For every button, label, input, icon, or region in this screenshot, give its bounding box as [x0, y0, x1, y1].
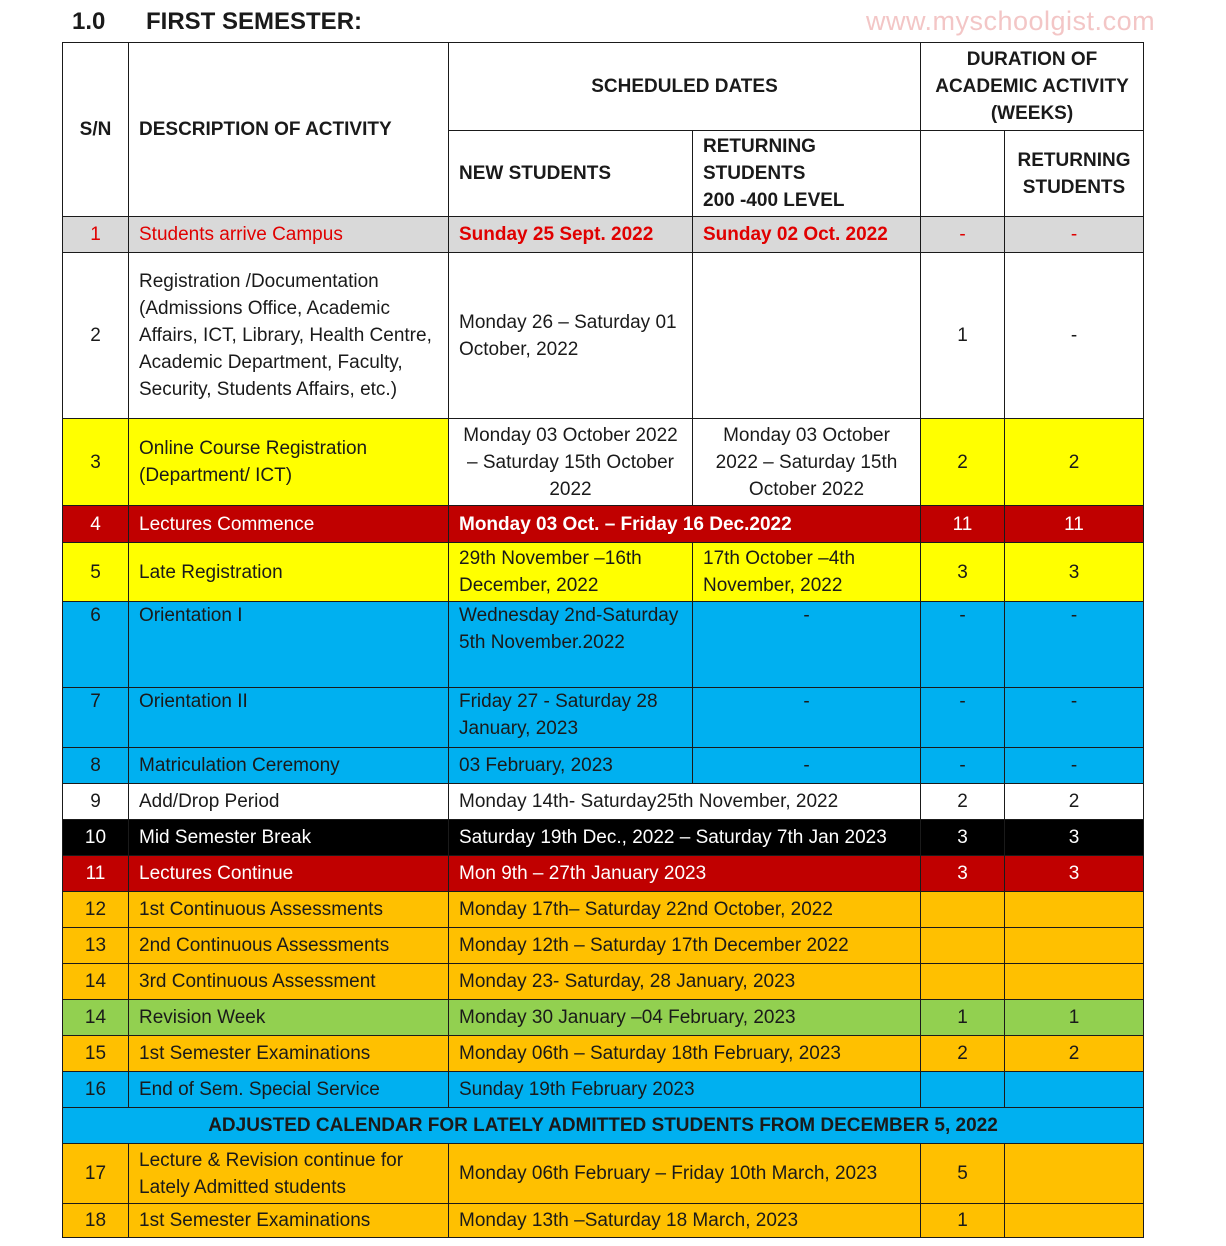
row-description: Online Course Registration (Department/ ICT): [129, 419, 449, 506]
row-weeks-new: 1: [921, 253, 1005, 419]
row-sn: 10: [63, 820, 129, 856]
header-row: [63, 43, 1144, 131]
table-row: [63, 856, 1144, 892]
row-weeks-new: 3: [921, 820, 1005, 856]
header-description: DESCRIPTION OF ACTIVITY: [129, 43, 449, 217]
table-row: [63, 1072, 1144, 1108]
row-sn: 18: [63, 1204, 129, 1238]
watermark: www.myschoolgist.com: [866, 6, 1156, 36]
row-weeks-returning: 2: [1005, 419, 1144, 506]
row-weeks-new: 5: [921, 1144, 1005, 1204]
table-row: [63, 253, 1144, 419]
row-weeks-returning: -: [1005, 602, 1144, 688]
row-description: Lecture & Revision continue for Lately Admitted students: [129, 1144, 449, 1204]
row-dates: Monday 12th – Saturday 17th December 2022: [449, 928, 921, 964]
header-sn: S/N: [63, 43, 129, 217]
row-weeks-returning: [1005, 928, 1144, 964]
row-returning-students-date: -: [693, 748, 921, 784]
row-sn: 1: [63, 217, 129, 253]
row-sn: 5: [63, 543, 129, 602]
row-dates: Saturday 19th Dec., 2022 – Saturday 7th Jan 2023: [449, 820, 921, 856]
row-dates: Monday 17th– Saturday 22nd October, 2022: [449, 892, 921, 928]
row-weeks-new: 1: [921, 1000, 1005, 1036]
row-description: Matriculation Ceremony: [129, 748, 449, 784]
row-weeks-new: [921, 928, 1005, 964]
adjusted-calendar-banner: ADJUSTED CALENDAR FOR LATELY ADMITTED STUDENTS FROM DECEMBER 5, 2022: [63, 1108, 1144, 1144]
table-row: [63, 419, 1144, 506]
row-weeks-returning: [1005, 1204, 1144, 1238]
table-row: [63, 928, 1144, 964]
row-weeks-returning: -: [1005, 217, 1144, 253]
row-description: 1st Semester Examinations: [129, 1204, 449, 1238]
row-weeks-returning: 3: [1005, 856, 1144, 892]
row-sn: 7: [63, 688, 129, 748]
row-weeks-new: -: [921, 748, 1005, 784]
row-sn: 14: [63, 964, 129, 1000]
row-sn: 15: [63, 1036, 129, 1072]
row-new-students-date: 29th November –16th December, 2022: [449, 543, 693, 602]
row-description: Late Registration: [129, 543, 449, 602]
row-dates: Mon 9th – 27th January 2023: [449, 856, 921, 892]
section-number: 1.0: [72, 8, 106, 35]
row-new-students-date: Friday 27 - Saturday 28 January, 2023: [449, 688, 693, 748]
table-row: [63, 506, 1144, 543]
row-weeks-returning: -: [1005, 688, 1144, 748]
row-dates: Sunday 19th February 2023: [449, 1072, 921, 1108]
row-description: Revision Week: [129, 1000, 449, 1036]
row-description: 2nd Continuous Assessments: [129, 928, 449, 964]
row-returning-students-date: -: [693, 688, 921, 748]
row-returning-students-date: Monday 03 October 2022 – Saturday 15th October 2022: [693, 419, 921, 506]
table-row: [63, 1000, 1144, 1036]
row-dates: Monday 13th –Saturday 18 March, 2023: [449, 1204, 921, 1238]
row-new-students-date: Wednesday 2nd-Saturday 5th November.2022: [449, 602, 693, 688]
table-row: [63, 964, 1144, 1000]
row-dates: Monday 23- Saturday, 28 January, 2023: [449, 964, 921, 1000]
row-sn: 6: [63, 602, 129, 688]
table-row: [63, 784, 1144, 820]
row-description: End of Sem. Special Service: [129, 1072, 449, 1108]
row-description: Lectures Commence: [129, 506, 449, 543]
row-dates: Monday 14th- Saturday25th November, 2022: [449, 784, 921, 820]
row-description: Add/Drop Period: [129, 784, 449, 820]
table-row: [63, 217, 1144, 253]
row-description: Orientation II: [129, 688, 449, 748]
row-weeks-new: [921, 1072, 1005, 1108]
row-sn: 12: [63, 892, 129, 928]
row-weeks-returning: [1005, 1144, 1144, 1204]
row-weeks-new: [921, 892, 1005, 928]
row-new-students-date: 03 February, 2023: [449, 748, 693, 784]
row-sn: 2: [63, 253, 129, 419]
row-sn: 11: [63, 856, 129, 892]
row-new-students-date: Monday 03 October 2022 – Saturday 15th October 2022: [449, 419, 693, 506]
row-weeks-returning: -: [1005, 748, 1144, 784]
row-weeks-new: -: [921, 688, 1005, 748]
table-row: [63, 602, 1144, 688]
row-description: 1st Semester Examinations: [129, 1036, 449, 1072]
row-weeks-new: 2: [921, 1036, 1005, 1072]
row-description: 1st Continuous Assessments: [129, 892, 449, 928]
row-returning-students-date: 17th October –4th November, 2022: [693, 543, 921, 602]
row-weeks-new: 2: [921, 784, 1005, 820]
table-row: [63, 892, 1144, 928]
row-sn: 14: [63, 1000, 129, 1036]
row-weeks-new: 11: [921, 506, 1005, 543]
header-scheduled-dates: SCHEDULED DATES: [449, 43, 921, 131]
row-sn: 8: [63, 748, 129, 784]
row-weeks-new: -: [921, 217, 1005, 253]
row-weeks-returning: 11: [1005, 506, 1144, 543]
row-new-students-date: Sunday 25 Sept. 2022: [449, 217, 693, 253]
row-new-students-date: Monday 26 – Saturday 01 October, 2022: [449, 253, 693, 419]
row-weeks-returning: [1005, 964, 1144, 1000]
banner-row: [63, 1108, 1144, 1144]
row-sn: 16: [63, 1072, 129, 1108]
row-sn: 9: [63, 784, 129, 820]
row-description: Orientation I: [129, 602, 449, 688]
row-weeks-new: 3: [921, 856, 1005, 892]
row-dates: Monday 30 January –04 February, 2023: [449, 1000, 921, 1036]
row-returning-students-date: Sunday 02 Oct. 2022: [693, 217, 921, 253]
table-row: [63, 688, 1144, 748]
row-sn: 17: [63, 1144, 129, 1204]
row-dates: Monday 03 Oct. – Friday 16 Dec.2022: [449, 506, 921, 543]
row-dates: Monday 06th – Saturday 18th February, 2023: [449, 1036, 921, 1072]
table-row: [63, 820, 1144, 856]
row-weeks-new: 1: [921, 1204, 1005, 1238]
row-weeks-returning: 1: [1005, 1000, 1144, 1036]
row-weeks-returning: 3: [1005, 543, 1144, 602]
header-duration-new: [921, 131, 1005, 217]
row-weeks-new: 2: [921, 419, 1005, 506]
row-description: Mid Semester Break: [129, 820, 449, 856]
row-description: Registration /Documentation (Admissions Office, Academic Affairs, ICT, Library, Health Centre, Academic Department, Faculty, Security, Students Affairs, etc.): [129, 253, 449, 419]
row-weeks-new: 3: [921, 543, 1005, 602]
header-duration-returning: RETURNING STUDENTS: [1005, 131, 1144, 217]
section-title: FIRST SEMESTER:: [146, 8, 363, 35]
table-row: [63, 543, 1144, 602]
header-new-students: NEW STUDENTS: [449, 131, 693, 217]
row-weeks-returning: -: [1005, 253, 1144, 419]
row-sn: 4: [63, 506, 129, 543]
row-weeks-returning: 2: [1005, 1036, 1144, 1072]
row-description: Students arrive Campus: [129, 217, 449, 253]
row-returning-students-date: [693, 253, 921, 419]
row-weeks-new: [921, 964, 1005, 1000]
row-sn: 13: [63, 928, 129, 964]
row-dates: Monday 06th February – Friday 10th March, 2023: [449, 1144, 921, 1204]
row-weeks-new: -: [921, 602, 1005, 688]
row-sn: 3: [63, 419, 129, 506]
table-row: [63, 1036, 1144, 1072]
section-heading: [72, 8, 362, 36]
row-description: Lectures Continue: [129, 856, 449, 892]
row-weeks-returning: [1005, 892, 1144, 928]
row-weeks-returning: [1005, 1072, 1144, 1108]
row-weeks-returning: 2: [1005, 784, 1144, 820]
row-returning-students-date: -: [693, 602, 921, 688]
row-weeks-returning: 3: [1005, 820, 1144, 856]
table-row: [63, 748, 1144, 784]
row-description: 3rd Continuous Assessment: [129, 964, 449, 1000]
table-row: [63, 1204, 1144, 1238]
header-duration: DURATION OF ACADEMIC ACTIVITY (WEEKS): [921, 43, 1144, 131]
semester-calendar-table: [62, 42, 1144, 1238]
header-returning-students: RETURNING STUDENTS 200 -400 LEVEL: [693, 131, 921, 217]
table-row: [63, 1144, 1144, 1204]
